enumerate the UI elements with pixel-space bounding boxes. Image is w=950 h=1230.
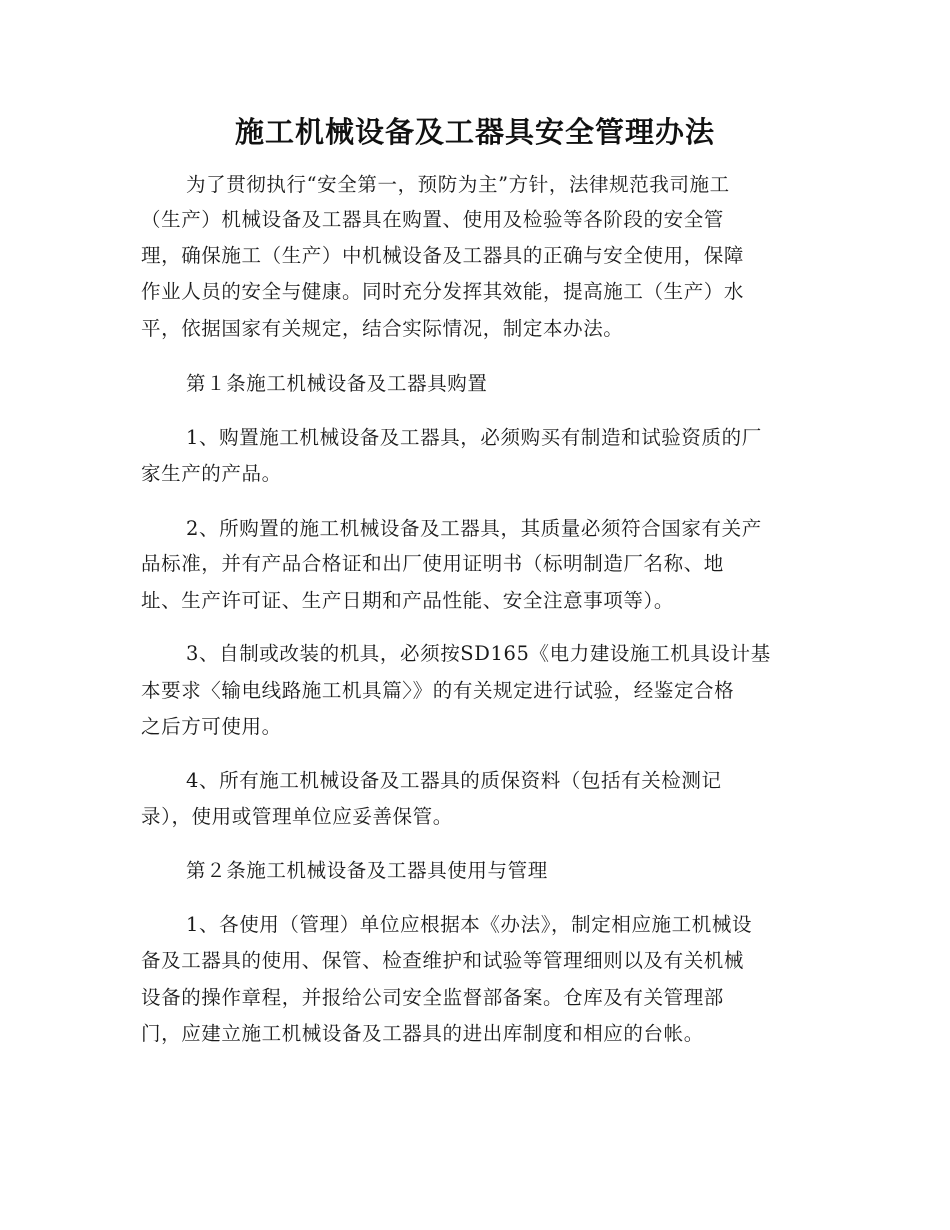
text-line: 本要求〈输电线路施工机具篇〉》的有关规定进行试验，经鉴定合格 bbox=[141, 679, 735, 702]
text-line: 录），使用或管理单位应妥善保管。 bbox=[141, 805, 453, 828]
text-line: 为了贯彻执行“安全第一，预防为主”方针，法律规范我司施工 bbox=[186, 173, 730, 196]
section-heading: 第１条施工机械设备及工器具购置 bbox=[186, 372, 488, 395]
text-line: 2、所购置的施工机械设备及工器具，其质量必须符合国家有关产 bbox=[186, 517, 762, 540]
text-line: 备及工器具的使用、保管、检查维护和试验等管理细则以及有关机械 bbox=[141, 949, 745, 972]
text-line: 品标准，并有产品合格证和出厂使用证明书（标明制造厂名称、地 bbox=[141, 552, 724, 575]
text-line: 平，依据国家有关规定，结合实际情况，制定本办法。 bbox=[141, 317, 624, 340]
text-line: 设备的操作章程，并报给公司安全监督部备案。仓库及有关管理部 bbox=[141, 986, 724, 1009]
document-title: 施工机械设备及工器具安全管理办法 bbox=[234, 115, 715, 149]
text-line: （生产）机械设备及工器具在购置、使用及检验等各阶段的安全管 bbox=[141, 208, 724, 231]
text-line: 理，确保施工（生产）中机械设备及工器具的正确与安全使用，保障 bbox=[141, 244, 745, 267]
text-line: 作业人员的安全与健康。同时充分发挥其效能，提高施工（生产）水 bbox=[141, 280, 745, 303]
text-line: 1、各使用（管理）单位应根据本《办法》，制定相应施工机械设 bbox=[186, 913, 753, 936]
text-line: 3、自制或改装的机具，必须按SD165《电力建设施工机具设计基 bbox=[186, 642, 771, 665]
text-line: 家生产的产品。 bbox=[141, 462, 282, 485]
text-line: 门，应建立施工机械设备及工器具的进出库制度和相应的台帐。 bbox=[141, 1022, 704, 1045]
text-line: 址、生产许可证、生产日期和产品性能、安全注意事项等）。 bbox=[141, 589, 674, 612]
text-line: 1、购置施工机械设备及工器具，必须购买有制造和试验资质的厂 bbox=[186, 426, 762, 449]
text-line: 之后方可使用。 bbox=[141, 715, 282, 738]
section-heading: 第２条施工机械设备及工器具使用与管理 bbox=[186, 859, 548, 882]
text-line: 4、所有施工机械设备及工器具的质保资料（包括有关检测记 bbox=[186, 769, 722, 792]
